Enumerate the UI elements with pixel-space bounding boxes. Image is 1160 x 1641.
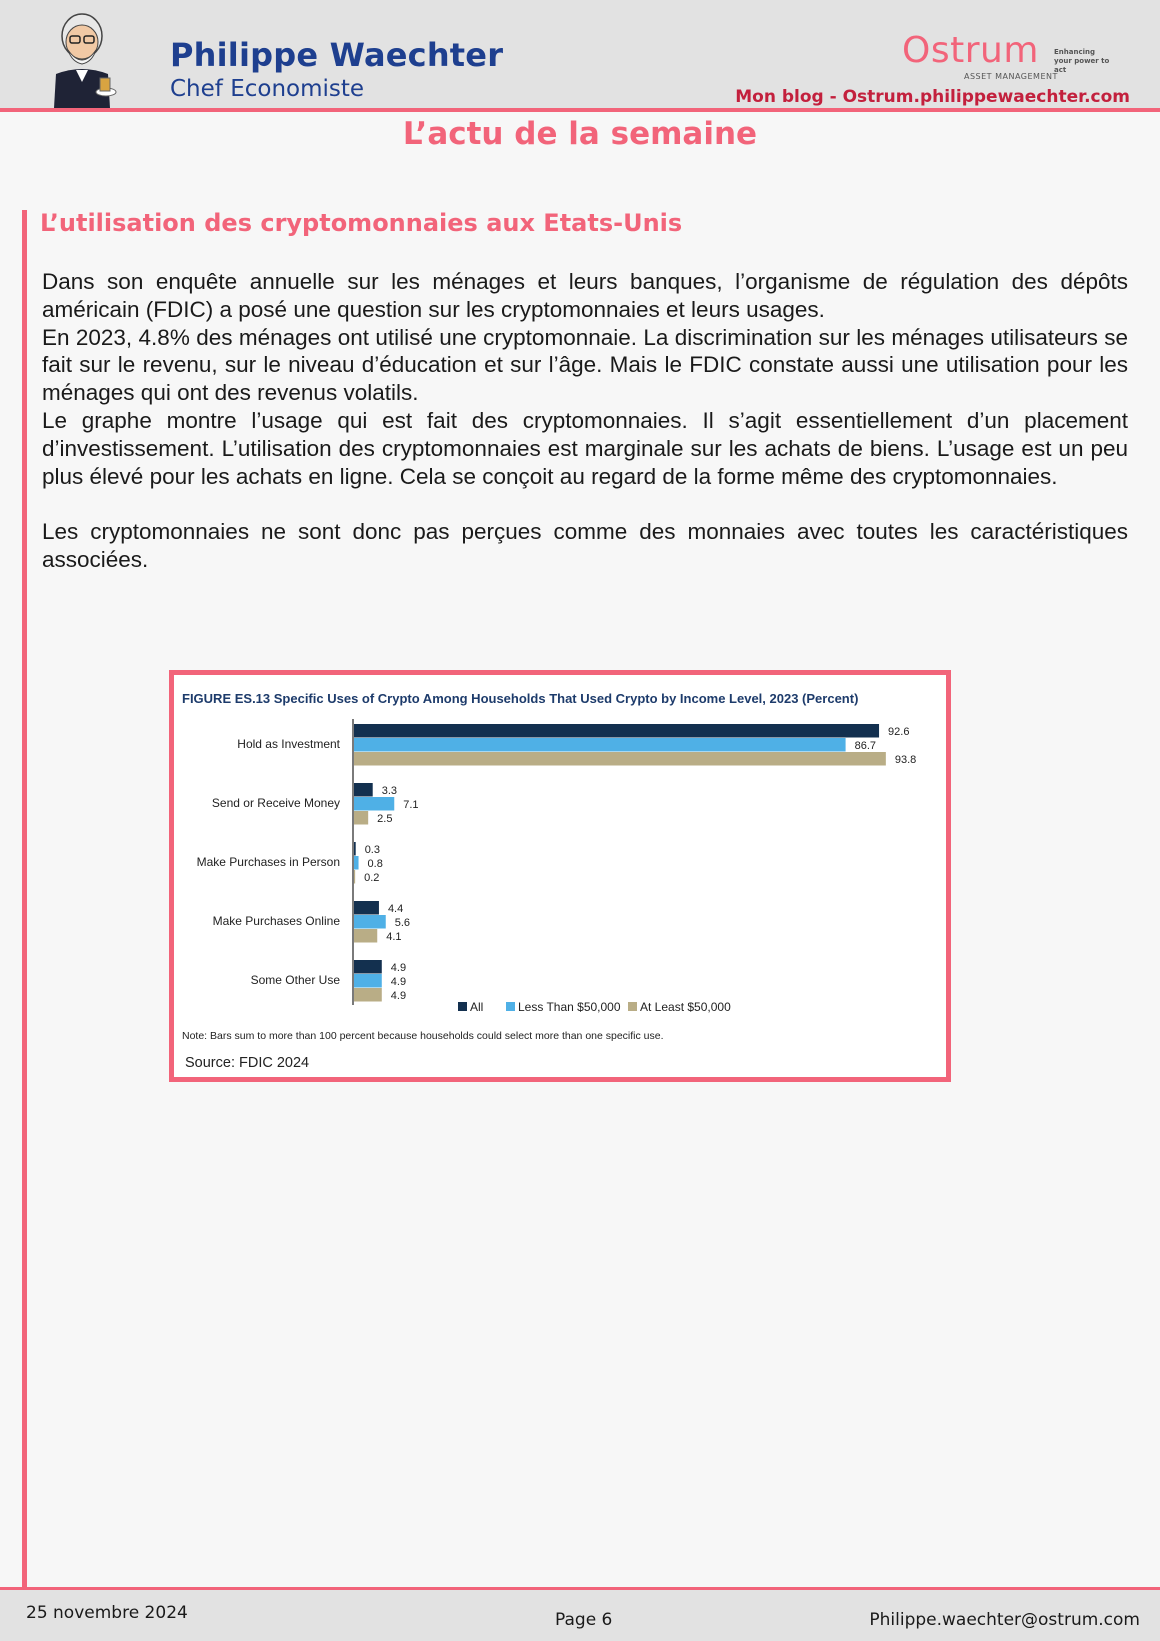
bar-chart bbox=[174, 675, 946, 1077]
bar bbox=[354, 783, 373, 797]
data-label: 4.4 bbox=[387, 903, 404, 915]
bar bbox=[354, 811, 368, 825]
chart-source: Source: FDIC 2024 bbox=[185, 1055, 310, 1071]
paragraph: En 2023, 4.8% des ménages ont utilisé une cryptomonnaie. La discrimination sur les ménages utilisateurs se fait sur le revenu, sur le niveau d’éducation et sur l’âge. Mais le FDIC constate aussi une utilisation pour les ménages qui ont des revenus volatils. bbox=[42, 324, 1128, 406]
bar bbox=[354, 988, 382, 1002]
data-label: 5.6 bbox=[394, 917, 411, 929]
article-body bbox=[42, 268, 1128, 574]
footer-date: 25 novembre 2024 bbox=[26, 1603, 188, 1623]
paragraph: Les cryptomonnaies ne sont donc pas perçues comme des monnaies avec toutes les caractéristiques associées. bbox=[42, 519, 1128, 572]
bar bbox=[354, 738, 846, 752]
data-label: 86.7 bbox=[854, 740, 877, 752]
logo-tagline: Enhancing your power to act bbox=[1054, 48, 1110, 74]
data-label: 92.6 bbox=[888, 726, 910, 738]
legend-label: All bbox=[470, 1000, 484, 1014]
paragraph: Dans son enquête annuelle sur les ménages et leurs banques, l’organisme de régulation des dépôts américain (FDIC) a posé une question sur les cryptomonnaies et leurs usages. bbox=[42, 269, 1128, 322]
bar bbox=[354, 797, 394, 811]
category-label: Make Purchases Online bbox=[212, 914, 340, 928]
legend-label: At Least $50,000 bbox=[640, 1000, 731, 1014]
author-name: Philippe Waechter bbox=[170, 36, 504, 74]
data-label: 4.1 bbox=[386, 931, 402, 943]
legend-swatch bbox=[506, 1002, 515, 1011]
ostrum-logo bbox=[902, 30, 1112, 82]
bar bbox=[354, 929, 377, 943]
chart-title: FIGURE ES.13 Specific Uses of Crypto Among Households That Used Crypto by Income Level, 2023 (Percent) bbox=[182, 691, 859, 706]
data-label: 3.3 bbox=[381, 785, 398, 797]
logo-wordmark: Ostrum bbox=[902, 30, 1039, 71]
page-number: Page 6 bbox=[555, 1610, 613, 1630]
data-label: 7.1 bbox=[403, 799, 419, 811]
legend-swatch bbox=[628, 1002, 637, 1011]
legend-label: Less Than $50,000 bbox=[518, 1000, 621, 1014]
category-label: Make Purchases in Person bbox=[196, 855, 340, 869]
blog-link[interactable]: Mon blog - Ostrum.philippewaechter.com bbox=[735, 87, 1130, 107]
data-label: 4.9 bbox=[390, 976, 407, 988]
legend-swatch bbox=[458, 1002, 467, 1011]
category-label: Send or Receive Money bbox=[211, 796, 340, 810]
category-label: Some Other Use bbox=[250, 973, 340, 987]
paragraph: Le graphe montre l’usage qui est fait des cryptomonnaies. Il s’agit essentiellement d’un placement d’investissement. L’utilisation des cryptomonnaies est marginale sur les achats de biens. L’usage est un peu plus élevé pour les achats en ligne. Cela se conçoit au regard de la forme même des cryptomonnaies. bbox=[42, 407, 1128, 489]
data-label: 4.9 bbox=[390, 962, 407, 974]
page-title: L’actu de la semaine bbox=[402, 116, 758, 152]
bar bbox=[354, 842, 356, 856]
chart-figure bbox=[169, 670, 951, 1082]
bar bbox=[354, 974, 382, 988]
data-label: 93.8 bbox=[894, 754, 917, 766]
logo-subtitle: ASSET MANAGEMENT bbox=[964, 72, 1058, 81]
bar bbox=[354, 915, 386, 929]
author-avatar bbox=[42, 8, 122, 108]
category-label: Hold as Investment bbox=[237, 737, 340, 751]
header-divider bbox=[0, 108, 1160, 112]
footer-email[interactable]: Philippe.waechter@ostrum.com bbox=[869, 1610, 1140, 1630]
data-label: 4.9 bbox=[390, 990, 407, 1002]
bar bbox=[354, 856, 359, 870]
bar bbox=[354, 752, 886, 766]
data-label: 0.3 bbox=[364, 844, 380, 856]
section-accent-bar bbox=[22, 210, 27, 1587]
bar bbox=[354, 901, 379, 915]
data-label: 0.8 bbox=[367, 858, 383, 870]
data-label: 0.2 bbox=[364, 872, 380, 884]
chart-note: Note: Bars sum to more than 100 percent because households could select more than one specific use. bbox=[182, 1030, 664, 1042]
bar bbox=[354, 724, 879, 738]
author-role: Chef Economiste bbox=[170, 76, 365, 102]
bar bbox=[354, 870, 355, 884]
data-label: 2.5 bbox=[377, 813, 393, 825]
bar bbox=[354, 960, 382, 974]
section-title: L’utilisation des cryptomonnaies aux Etats-Unis bbox=[40, 209, 683, 237]
